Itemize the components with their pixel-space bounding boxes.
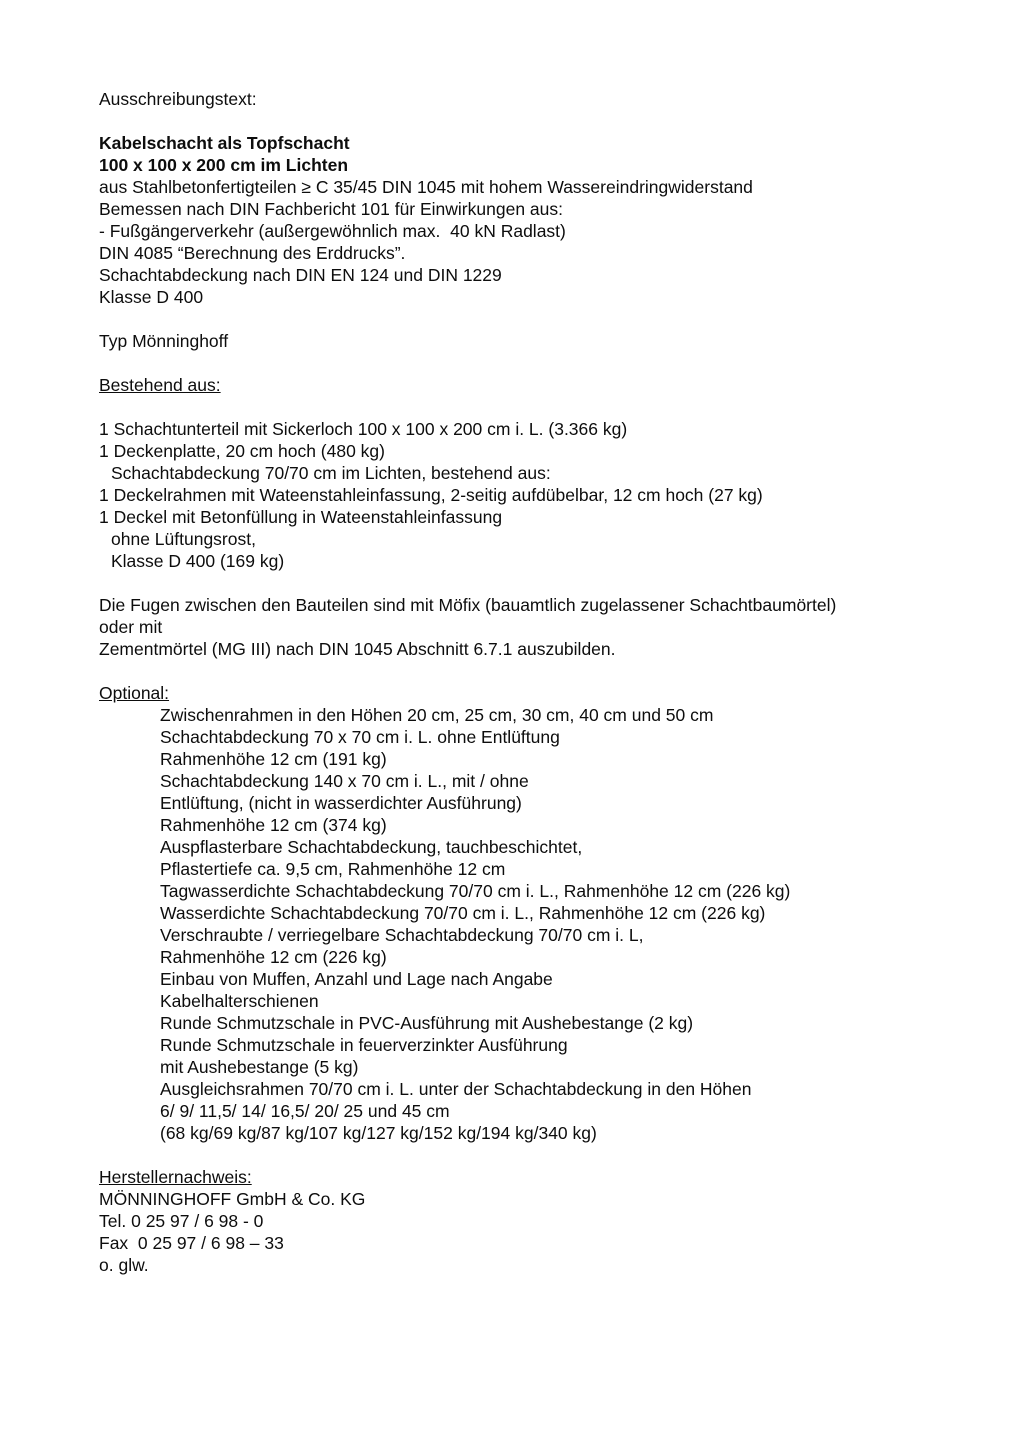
optional-heading: Optional: [99, 683, 170, 703]
manufacturer-line: Fax 0 25 97 / 6 98 – 33 [99, 1233, 284, 1253]
spec-line: DIN 4085 “Berechnung des Erddrucks”. [99, 243, 406, 263]
optional-item-line: 6/ 9/ 11,5/ 14/ 16,5/ 20/ 25 und 45 cm [160, 1101, 450, 1121]
optional-item-line: Entlüftung, (nicht in wasserdichter Ausführung) [160, 793, 522, 813]
spec-line: - Fußgängerverkehr (außergewöhnlich max. 40 kN Radlast) [99, 221, 566, 241]
joints-note [99, 594, 974, 660]
spec-line: Bemessen nach DIN Fachbericht 101 für Einwirkungen aus: [99, 199, 563, 219]
component-line: 1 Schachtunterteil mit Sickerloch 100 x 100 x 200 cm i. L. (3.366 kg) [99, 419, 628, 439]
joints-note-line: Zementmörtel (MG III) nach DIN 1045 Abschnitt 6.7.1 auszubilden. [99, 639, 616, 659]
optional-item-line: Einbau von Muffen, Anzahl und Lage nach Angabe [160, 969, 553, 989]
optional-item-line: Auspflasterbare Schachtabdeckung, tauchbeschichtet, [160, 837, 583, 857]
components-list [99, 418, 974, 572]
component-line: 1 Deckelrahmen mit Wateenstahleinfassung, 2-seitig aufdübelbar, 12 cm hoch (27 kg) [99, 485, 763, 505]
manufacturer-lines [99, 1188, 974, 1276]
product-title-line-2: 100 x 100 x 200 cm im Lichten [99, 155, 349, 175]
component-line: Klasse D 400 (169 kg) [111, 551, 285, 571]
components-heading-section [99, 374, 974, 396]
optional-item-line: mit Aushebestange (5 kg) [160, 1057, 359, 1077]
optional-item-line: Schachtabdeckung 140 x 70 cm i. L., mit / ohne [160, 771, 529, 791]
optional-item-line: Pflastertiefe ca. 9,5 cm, Rahmenhöhe 12 cm [160, 859, 506, 879]
optional-item-line: Runde Schmutzschale in PVC-Ausführung mit Aushebestange (2 kg) [160, 1013, 694, 1033]
optional-items [99, 704, 974, 1144]
optional-item-line: Verschraubte / verriegelbare Schachtabdeckung 70/70 cm i. L, [160, 925, 644, 945]
spec-line: Schachtabdeckung nach DIN EN 124 und DIN 1229 [99, 265, 502, 285]
manufacturer-line: MÖNNINGHOFF GmbH & Co. KG [99, 1189, 366, 1209]
intro-line: Ausschreibungstext: [99, 89, 257, 109]
manufacturer-line: o. glw. [99, 1255, 149, 1275]
manufacturer-section [99, 1166, 974, 1276]
optional-item-line: Schachtabdeckung 70 x 70 cm i. L. ohne Entlüftung [160, 727, 560, 747]
type-section [99, 330, 974, 352]
optional-section [99, 682, 974, 1144]
joints-note-line: oder mit [99, 617, 163, 637]
optional-item-line: (68 kg/69 kg/87 kg/107 kg/127 kg/152 kg/194 kg/340 kg) [160, 1123, 597, 1143]
spec-line: aus Stahlbetonfertigteilen ≥ C 35/45 DIN 1045 mit hohem Wassereindringwiderstand [99, 177, 753, 197]
intro-section [99, 88, 974, 110]
manufacturer-heading: Herstellernachweis: [99, 1167, 252, 1187]
joints-note-line: Die Fugen zwischen den Bauteilen sind mit Möfix (bauamtlich zugelassener Schachtbaumörtel) [99, 595, 837, 615]
component-line: Schachtabdeckung 70/70 cm im Lichten, bestehend aus: [111, 463, 551, 483]
component-line: 1 Deckenplatte, 20 cm hoch (480 kg) [99, 441, 385, 461]
components-heading: Bestehend aus: [99, 375, 221, 395]
manufacturer-line: Tel. 0 25 97 / 6 98 - 0 [99, 1211, 264, 1231]
optional-item-line: Rahmenhöhe 12 cm (226 kg) [160, 947, 387, 967]
product-title-line-1: Kabelschacht als Topfschacht [99, 133, 350, 153]
optional-item-line: Wasserdichte Schachtabdeckung 70/70 cm i. L., Rahmenhöhe 12 cm (226 kg) [160, 903, 766, 923]
product-spec-section [99, 132, 974, 308]
optional-item-line: Ausgleichsrahmen 70/70 cm i. L. unter der Schachtabdeckung in den Höhen [160, 1079, 752, 1099]
optional-item-line: Kabelhalterschienen [160, 991, 319, 1011]
optional-item-line: Rahmenhöhe 12 cm (374 kg) [160, 815, 387, 835]
optional-item-line: Rahmenhöhe 12 cm (191 kg) [160, 749, 387, 769]
component-line: ohne Lüftungsrost, [111, 529, 256, 549]
optional-item-line: Zwischenrahmen in den Höhen 20 cm, 25 cm, 30 cm, 40 cm und 50 cm [160, 705, 714, 725]
optional-item-line: Runde Schmutzschale in feuerverzinkter Ausführung [160, 1035, 568, 1055]
spec-line: Klasse D 400 [99, 287, 204, 307]
type-line: Typ Mönninghoff [99, 331, 229, 351]
optional-item-line: Tagwasserdichte Schachtabdeckung 70/70 cm i. L., Rahmenhöhe 12 cm (226 kg) [160, 881, 791, 901]
product-spec-lines [99, 176, 974, 308]
component-line: 1 Deckel mit Betonfüllung in Wateenstahleinfassung [99, 507, 503, 527]
